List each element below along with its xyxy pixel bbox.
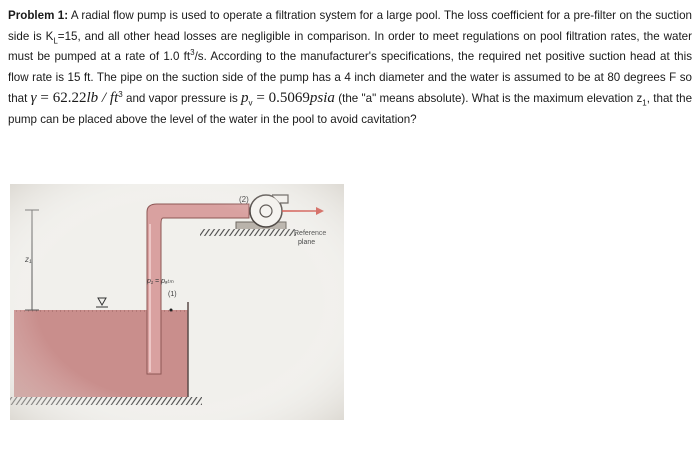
problem-text-5: (the "a" means absolute). What is the maximum elevation z	[334, 92, 643, 106]
gamma-equals: =	[36, 90, 53, 107]
pv-equals: =	[252, 90, 269, 107]
pv-subscript: v	[248, 98, 253, 108]
pv-symbol: p	[241, 90, 249, 107]
problem-text-3: /s. According to the manufacturer's specifications, the required net positive suction head at this flow rate is 15 ft. The pipe on the suction side of the pump has a 4 inch diameter and the water is assumed to be at 80 degrees F so that	[8, 50, 692, 106]
problem-text-2: =15, and all other head losses are negligible in comparison. In order to meet regulations on pool filtration rates, the water must be pumped at a rate of 1.0 ft	[8, 29, 692, 64]
pv-value: 0.5069	[268, 90, 310, 107]
problem-text-6: , that the pump can be placed above the level of the water in the pool to avoid cavitation?	[8, 92, 693, 126]
pump-diagram-figure	[10, 184, 344, 420]
pv-unit: psia	[309, 90, 335, 107]
flow-unit-superscript: 3	[190, 48, 195, 58]
problem-statement	[8, 6, 692, 131]
problem-text-1: A radial flow pump is used to operate a filtration system for a large pool. The loss coefficient for a pre-filter on the suction side is K	[8, 9, 692, 43]
gamma-value: 62.22	[52, 90, 87, 107]
gamma-symbol: γ	[30, 90, 37, 107]
gamma-unit-superscript: 3	[118, 90, 123, 100]
kl-subscript: L	[53, 35, 58, 45]
photo-vignette	[10, 184, 344, 420]
pump-diagram	[10, 184, 344, 420]
z1-subscript: 1	[642, 98, 647, 108]
gamma-unit: lb / ft	[86, 90, 119, 107]
problem-label: Problem 1:	[8, 9, 69, 22]
problem-text-4: and vapor pressure is	[122, 92, 242, 106]
